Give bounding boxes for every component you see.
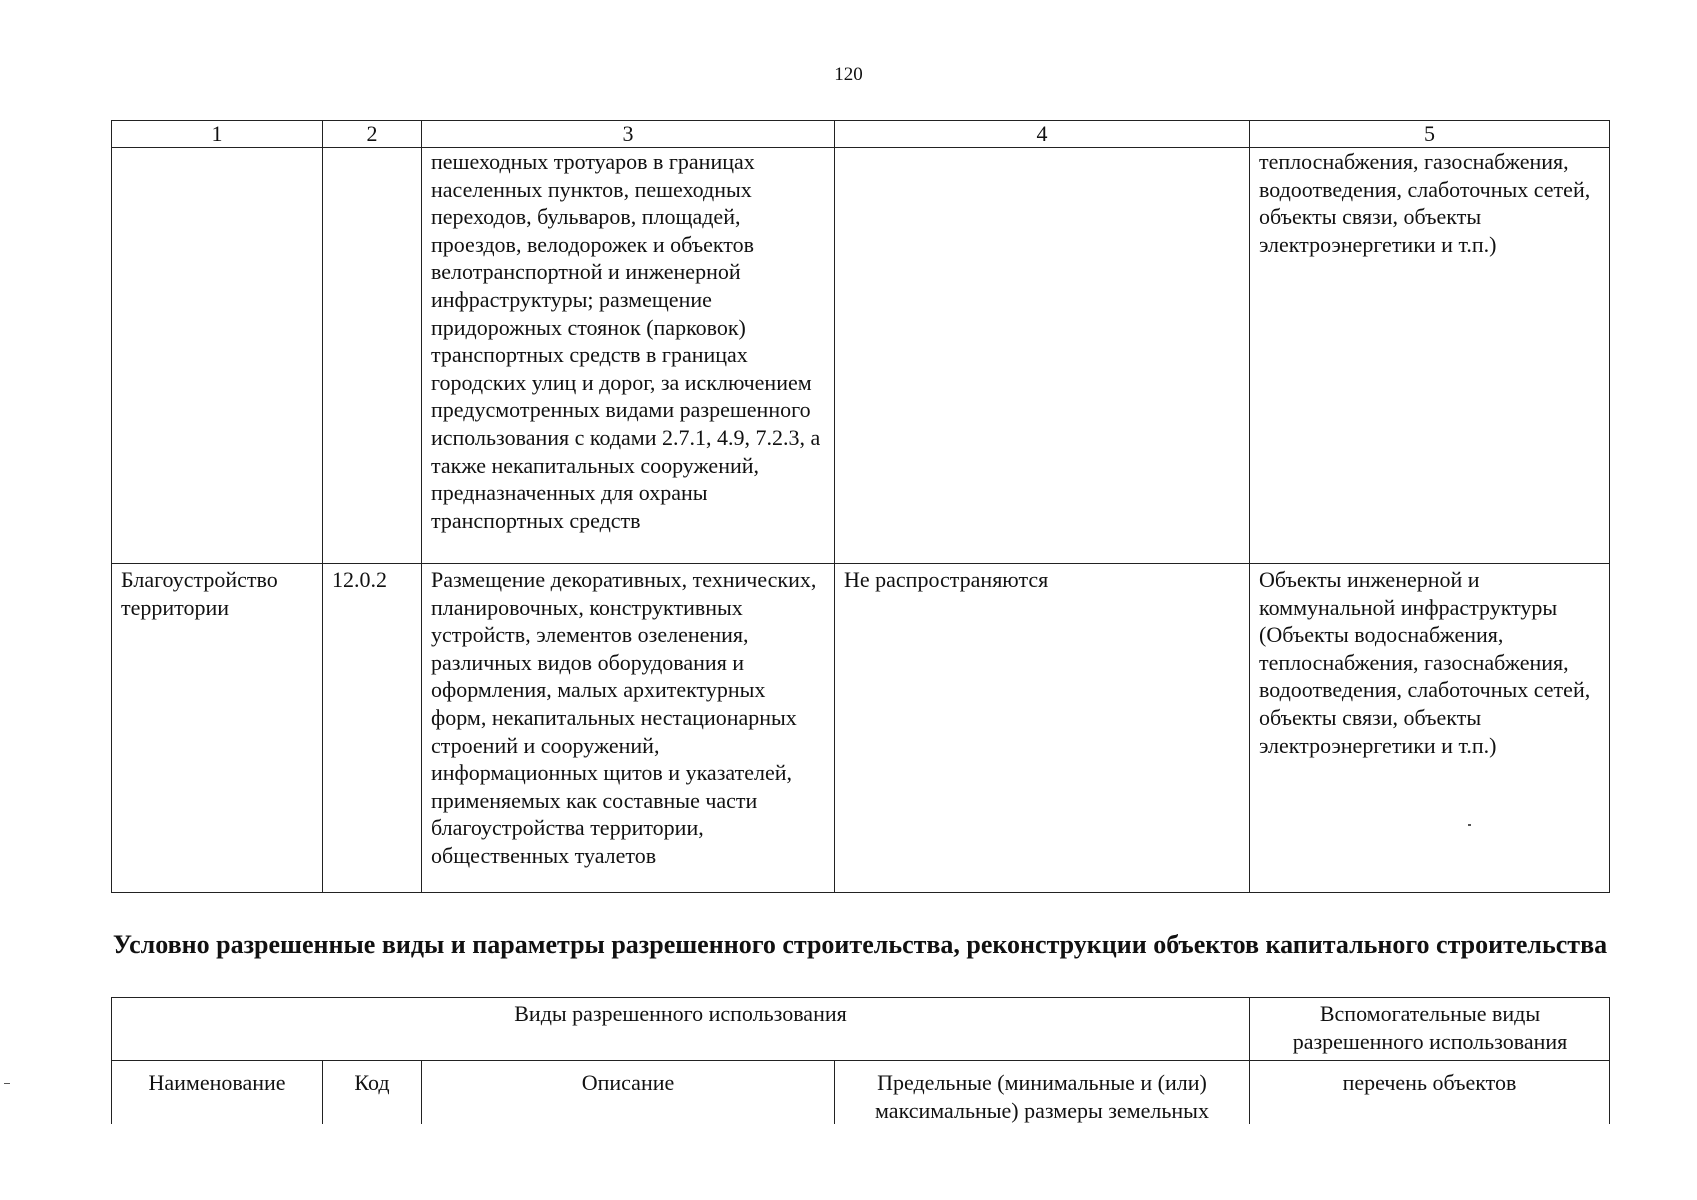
conditional-use-table bbox=[111, 997, 1610, 1124]
cell-code bbox=[323, 148, 422, 564]
header-name: Наименование bbox=[112, 1061, 323, 1125]
column-header-row bbox=[112, 1061, 1610, 1125]
group-header-auxiliary-uses: Вспомогательные виды разрешенного использования bbox=[1250, 998, 1610, 1061]
group-header-permitted-uses: Виды разрешенного использования bbox=[112, 998, 1250, 1061]
section-title: Условно разрешенные виды и параметры разрешенного строительства, реконструкции объектов капитального строительства bbox=[112, 930, 1608, 959]
column-number-3: 3 bbox=[422, 121, 835, 148]
column-number-row bbox=[112, 121, 1610, 148]
header-code: Код bbox=[323, 1061, 422, 1125]
cell-name: Благоустройство территории bbox=[112, 564, 323, 893]
cell-parameters bbox=[835, 148, 1250, 564]
column-number-5: 5 bbox=[1250, 121, 1610, 148]
column-number-2: 2 bbox=[323, 121, 422, 148]
page-number: 120 bbox=[834, 64, 863, 85]
column-number-1: 1 bbox=[112, 121, 323, 148]
land-use-table bbox=[111, 120, 1610, 893]
header-parameters: Предельные (минимальные и (или) максимальные) размеры земельных bbox=[835, 1061, 1250, 1125]
cell-auxiliary: теплоснабжения, газоснабжения, водоотведения, слаботочных сетей, объекты связи, объекты электроэнергетики и т.п.) bbox=[1250, 148, 1610, 564]
group-header-row bbox=[112, 998, 1610, 1061]
scan-speck bbox=[1468, 824, 1471, 826]
cell-parameters: Не распространяются bbox=[835, 564, 1250, 893]
cell-auxiliary: Объекты инженерной и коммунальной инфраструктуры (Объекты водоснабжения, теплоснабжения, газоснабжения, водоотведения, слаботочных сетей, объекты связи, объекты электроэнергетики и т.п.) bbox=[1250, 564, 1610, 893]
table-row-continuation bbox=[112, 148, 1610, 564]
header-objects: перечень объектов bbox=[1250, 1061, 1610, 1125]
header-description: Описание bbox=[422, 1061, 835, 1125]
table-row-blagoustroistvo bbox=[112, 564, 1610, 893]
cell-name bbox=[112, 148, 323, 564]
column-number-4: 4 bbox=[835, 121, 1250, 148]
scan-speck bbox=[4, 1083, 10, 1084]
cell-description: пешеходных тротуаров в границах населенных пунктов, пешеходных переходов, бульваров, площадей, проездов, велодорожек и объектов велотранспортной и инженерной инфраструктуры; размещение придорожных стоянок (парковок) транспортных средств в границах городских улиц и дорог, за исключением предусмотренных видами разрешенного использования с кодами 2.7.1, 4.9, 7.2.3, а также некапитальных сооружений, предназначенных для охраны транспортных средств bbox=[422, 148, 835, 564]
cell-code: 12.0.2 bbox=[323, 564, 422, 893]
cell-description: Размещение декоративных, технических, планировочных, конструктивных устройств, элементов озеленения, различных видов оборудования и оформления, малых архитектурных форм, некапитальных нестационарных строений и сооружений, информационных щитов и указателей, применяемых как составные части благоустройства территории, общественных туалетов bbox=[422, 564, 835, 893]
